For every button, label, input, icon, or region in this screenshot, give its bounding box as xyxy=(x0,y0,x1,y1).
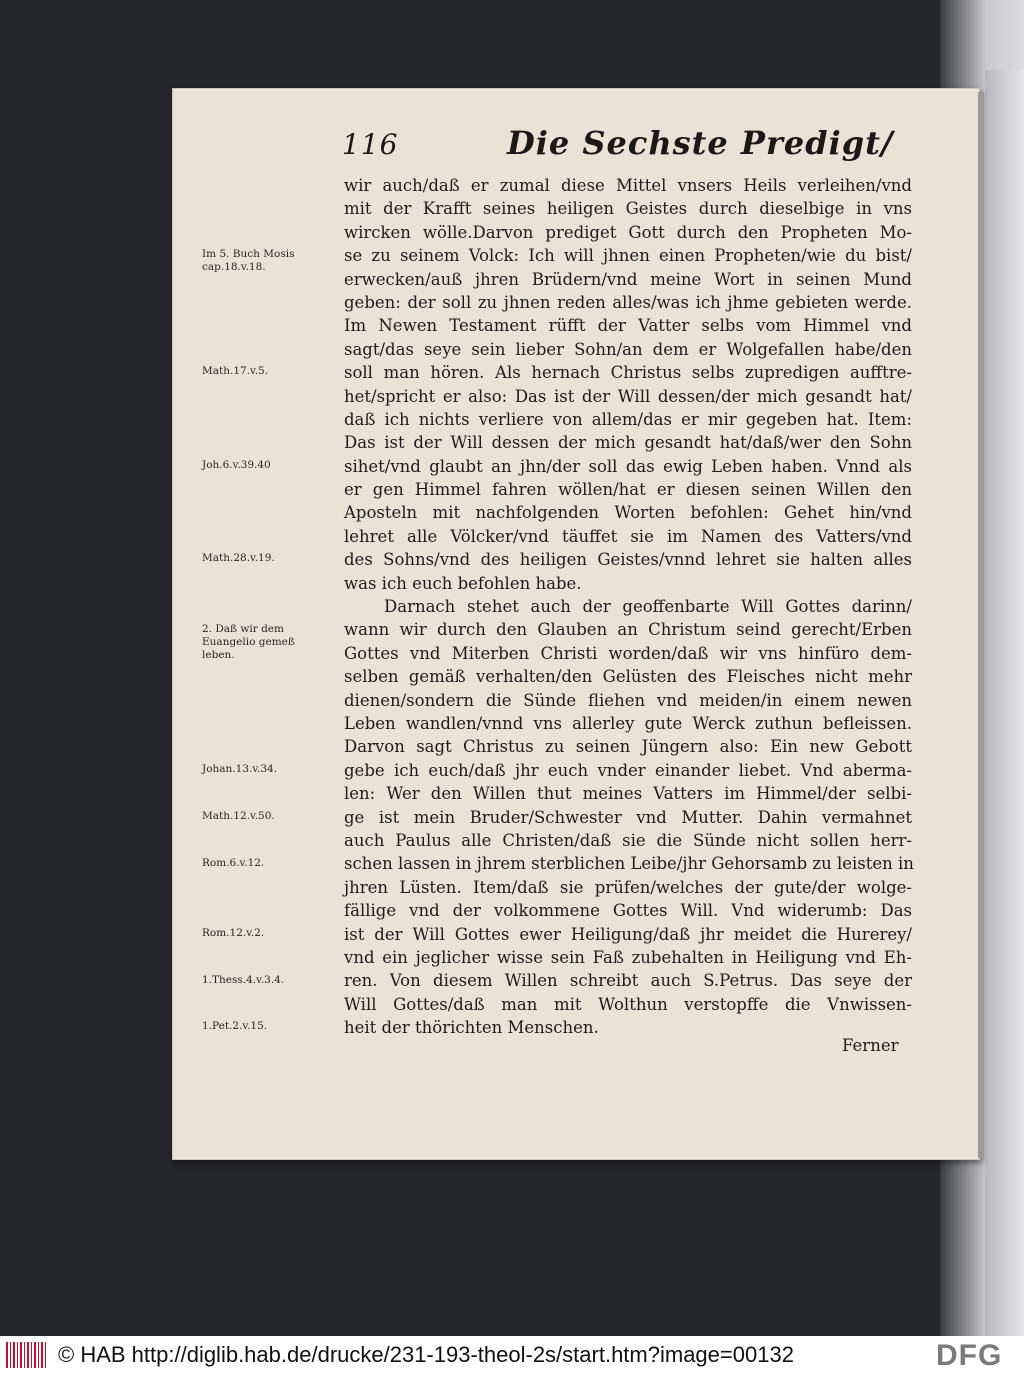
margin-note: 1.Thess.4.v.3.4. xyxy=(202,973,285,986)
margin-note: Joh.6.v.39.40 xyxy=(202,458,271,471)
catchword: Ferner xyxy=(842,1036,899,1055)
text-line: mit der Krafft seines heiligen Geistes durch dieselbige in vns xyxy=(344,199,912,219)
text-line: jhren Lüsten. Item/daß sie prüfen/welches der gute/der wolge- xyxy=(344,877,912,897)
margin-note: Rom.6.v.12. xyxy=(202,856,265,869)
text-line: des Sohns/vnd des heiligen Geistes/vnnd lehret sie halten alles xyxy=(344,550,912,570)
text-line: schen lassen in jhrem sterblichen Leibe/jhr Gehorsamb zu leisten in xyxy=(344,854,914,874)
text-line: lehret alle Völcker/vnd täuffet sie im Namen des Vatters/vnd xyxy=(344,526,912,546)
running-title: Die Sechste Predigt/ xyxy=(507,124,894,162)
page-number: 116 xyxy=(342,128,399,161)
text-line: erwecken/auß jhren Brüdern/vnd meine Wort in seinen Mund xyxy=(344,269,912,289)
dfg-logo: DFG xyxy=(936,1339,1003,1372)
text-line: vnd ein jeglicher wisse sein Faß zubehalten in Heiligung vnd Eh- xyxy=(344,947,912,967)
text-line: wircken wölle.Darvon prediget Gott durch den Propheten Mo- xyxy=(344,222,912,242)
text-line: dienen/sondern die Sünde fliehen vnd meiden/in einem newen xyxy=(344,690,912,710)
margin-note: 2. Daß wir dem Euangelio gemeß leben. xyxy=(202,622,295,661)
margin-note: Math.17.v.5. xyxy=(202,365,269,378)
text-line: Im Newen Testament rüfft der Vatter selbs vom Himmel vnd xyxy=(344,316,912,336)
text-line: soll man hören. Als hernach Christus selbs zupredigen aufftre- xyxy=(344,363,912,383)
text-line: sihet/vnd glaubt an jhn/der soll das ewig Leben haben. Vnnd als xyxy=(344,456,912,476)
text-line: heit der thörichten Menschen. xyxy=(344,1018,599,1038)
viewer-footer xyxy=(0,1336,1024,1374)
text-line: Gottes vnd Miterben Christi worden/daß wir vns hinfüro dem- xyxy=(344,643,912,663)
margin-note: Math.12.v.50. xyxy=(202,809,275,822)
text-line: daß ich nichts verliere von allem/das er mir gegeben hat. Item: xyxy=(344,409,912,429)
source-url-text[interactable]: © HAB http://diglib.hab.de/drucke/231-193-theol-2s/start.htm?image=00132 xyxy=(58,1342,794,1367)
text-line: len: Wer den Willen thut meines Vatters im Himmel/der selbi- xyxy=(344,784,912,804)
text-line: sagt/das seye sein lieber Sohn/an dem er Wolgefallen habe/den xyxy=(344,339,912,359)
text-line: er gen Himmel fahren wöllen/hat er diesen seinen Willen den xyxy=(344,480,912,500)
background-adjacent-page-edge xyxy=(985,70,1024,1336)
text-line: wir auch/daß er zumal diese Mittel vnsers Heils verleihen/vnd xyxy=(344,176,912,195)
text-line: was ich euch befohlen habe. xyxy=(344,573,582,593)
text-line: gebe ich euch/daß jhr euch vnder einander liebet. Vnd aberma- xyxy=(344,760,912,780)
text-line: ist der Will Gottes ewer Heiligung/daß jhr meidet die Hurerey/ xyxy=(344,924,912,944)
text-line: ren. Von diesem Willen schreibt auch S.Petrus. Das seye der xyxy=(344,971,912,991)
text-line: auch Paulus alle Christen/daß sie die Sünde nicht sollen herr- xyxy=(344,830,912,850)
text-line: het/spricht er also: Das ist der Will dessen/der mich gesandt hat/ xyxy=(344,386,912,406)
text-line: ge ist mein Bruder/Schwester vnd Mutter. Dahin vermahnet xyxy=(344,807,912,827)
margin-note: 1.Pet.2.v.15. xyxy=(202,1020,268,1033)
page-header xyxy=(172,124,980,168)
main-text-block xyxy=(344,174,912,1039)
text-line: Aposteln mit nachfolgenden Worten befohlen: Gehet hin/vnd xyxy=(344,503,912,523)
text-line: se zu seinem Volck: Ich will jhnen einen Propheten/wie du bist/ xyxy=(344,246,912,266)
text-line: Will Gottes/daß man mit Wolthun verstopffe die Vnwissen- xyxy=(344,994,912,1014)
margin-note: Johan.13.v.34. xyxy=(202,763,278,775)
hab-barcode-icon xyxy=(6,1342,46,1368)
text-line: fällige vnd der volkommene Gottes Will. Vnd widerumb: Das xyxy=(344,901,912,921)
text-line: Darvon sagt Christus zu seinen Jüngern also: Ein new Gebott xyxy=(344,737,912,757)
text-line: Darnach stehet auch der geoffenbarte Will Gottes darinn/ xyxy=(384,597,912,617)
margin-note: Math.28.v.19. xyxy=(202,552,275,565)
text-line: selben gemäß verhalten/den Gelüsten des Fleisches nicht mehr xyxy=(344,667,912,687)
text-line: Leben wandlen/vnnd vns allerley gute Werck zuthun befleissen. xyxy=(344,713,912,733)
margin-note: Rom.12.v.2. xyxy=(202,926,265,939)
book-page xyxy=(172,88,980,1160)
margin-note: Im 5. Buch Mosis cap.18.v.18. xyxy=(202,248,295,274)
text-line: wann wir durch den Glauben an Christum seind gerecht/Erben xyxy=(344,620,912,640)
page-edge xyxy=(978,92,984,1158)
text-line: geben: der soll zu jhnen reden alles/was ich jhme gebieten werde. xyxy=(344,292,912,312)
text-line: Das ist der Will dessen der mich gesandt hat/daß/wer den Sohn xyxy=(344,433,912,453)
